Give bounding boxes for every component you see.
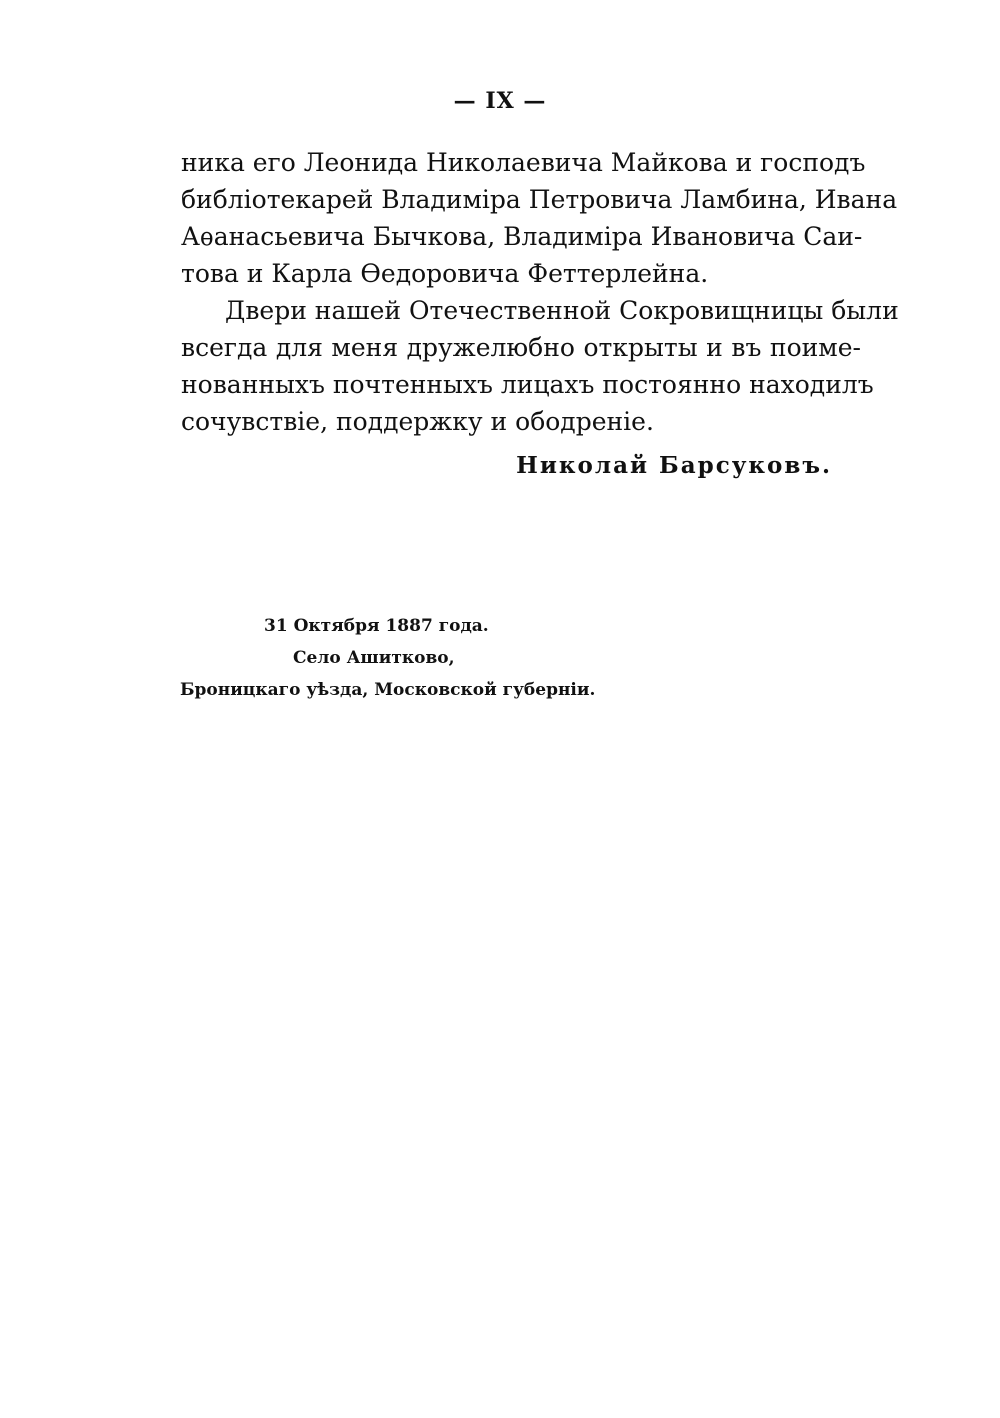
text-line: сочувствіе, поддержку и ободреніе.: [181, 407, 654, 436]
village: Село Ашитково,: [293, 648, 455, 668]
paragraph-acknowledgment: [181, 292, 899, 440]
district: Броницкаго уѣзда, Московской губерніи.: [180, 680, 596, 700]
body-text: [181, 144, 899, 440]
author-signature: Николай Барсуковъ.: [516, 452, 832, 479]
text-line: това и Карла Ѳедоровича Феттерлейна.: [181, 259, 709, 288]
text-line: библіотекарей Владиміра Петровича Ламбина, Ивана: [181, 185, 898, 214]
text-line: всегда для меня дружелюбно открыты и въ поиме-: [181, 333, 861, 362]
dateline: [180, 610, 595, 706]
text-line: Аѳанасьевича Бычкова, Владиміра Ивановича Саи-: [181, 222, 863, 251]
text-line: Двери нашей Отечественной Сокровищницы были: [225, 296, 899, 325]
text-line: нованныхъ почтенныхъ лицахъ постоянно находилъ: [181, 370, 874, 399]
text-line: ника его Леонида Николаевича Майкова и господъ: [181, 148, 866, 177]
date: 31 Октября 1887 года.: [264, 616, 489, 636]
page-number: — IX —: [453, 88, 547, 114]
paragraph-continuation: [181, 144, 898, 292]
